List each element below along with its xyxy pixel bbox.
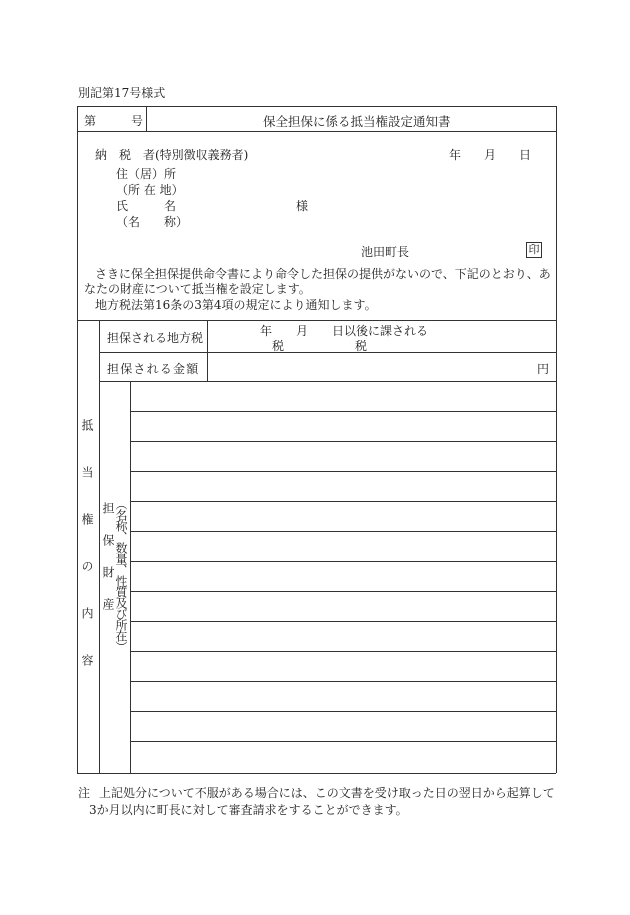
number-suffix: 号 <box>131 114 144 128</box>
date-year: 年 <box>449 148 462 162</box>
body-line-1: さきに保全担保提供命令書により命令した担保の提供がないので、下記のとおり、あ <box>95 267 551 281</box>
number-prefix: 第 <box>84 114 97 128</box>
date-month: 月 <box>484 148 497 162</box>
name-label: 氏 名 <box>116 199 177 213</box>
name-alt-label: （名 称） <box>116 215 189 229</box>
body-line-2: なたの財産について抵当権を設定します。 <box>84 282 311 296</box>
seal-mark: 印 <box>526 242 542 258</box>
section-label: 抵当権の内容 <box>80 419 94 701</box>
form-id: 別記第17号様式 <box>78 86 166 100</box>
property-sub-label: （名称、数量、性質及び所在） <box>114 498 128 652</box>
tax-label: 担保される地方税 <box>107 331 204 345</box>
note-line-1: 上記処分について不服がある場合には、この文書を受け取った日の翌日から起算して <box>99 786 555 800</box>
property-label: 担保財産 <box>101 502 115 630</box>
note-label: 注 <box>78 786 91 800</box>
taxpayer-label: 納 税 者(特別徴収義務者) <box>95 148 249 162</box>
amount-label: 担保される金額 <box>107 362 200 376</box>
note-line-2: 3か月以内に町長に対して審査請求をすることができます。 <box>89 803 408 817</box>
tax-value-line-2a: 税 <box>272 339 285 353</box>
body-line-3: 地方税法第16条の3第4項の規定により通知します。 <box>95 298 377 312</box>
amount-unit: 円 <box>537 362 550 376</box>
honorific: 様 <box>296 199 309 213</box>
location-label: （所 在 地） <box>116 183 184 197</box>
date-day: 日 <box>519 148 532 162</box>
tax-value-line-1: 年 月 日以後に課される <box>260 324 429 338</box>
issuer: 池田町長 <box>361 245 410 259</box>
document-title: 保全担保に係る抵当権設定通知書 <box>263 114 451 129</box>
tax-value-line-2b: 税 <box>355 339 368 353</box>
address-label: 住（居）所 <box>116 167 177 181</box>
